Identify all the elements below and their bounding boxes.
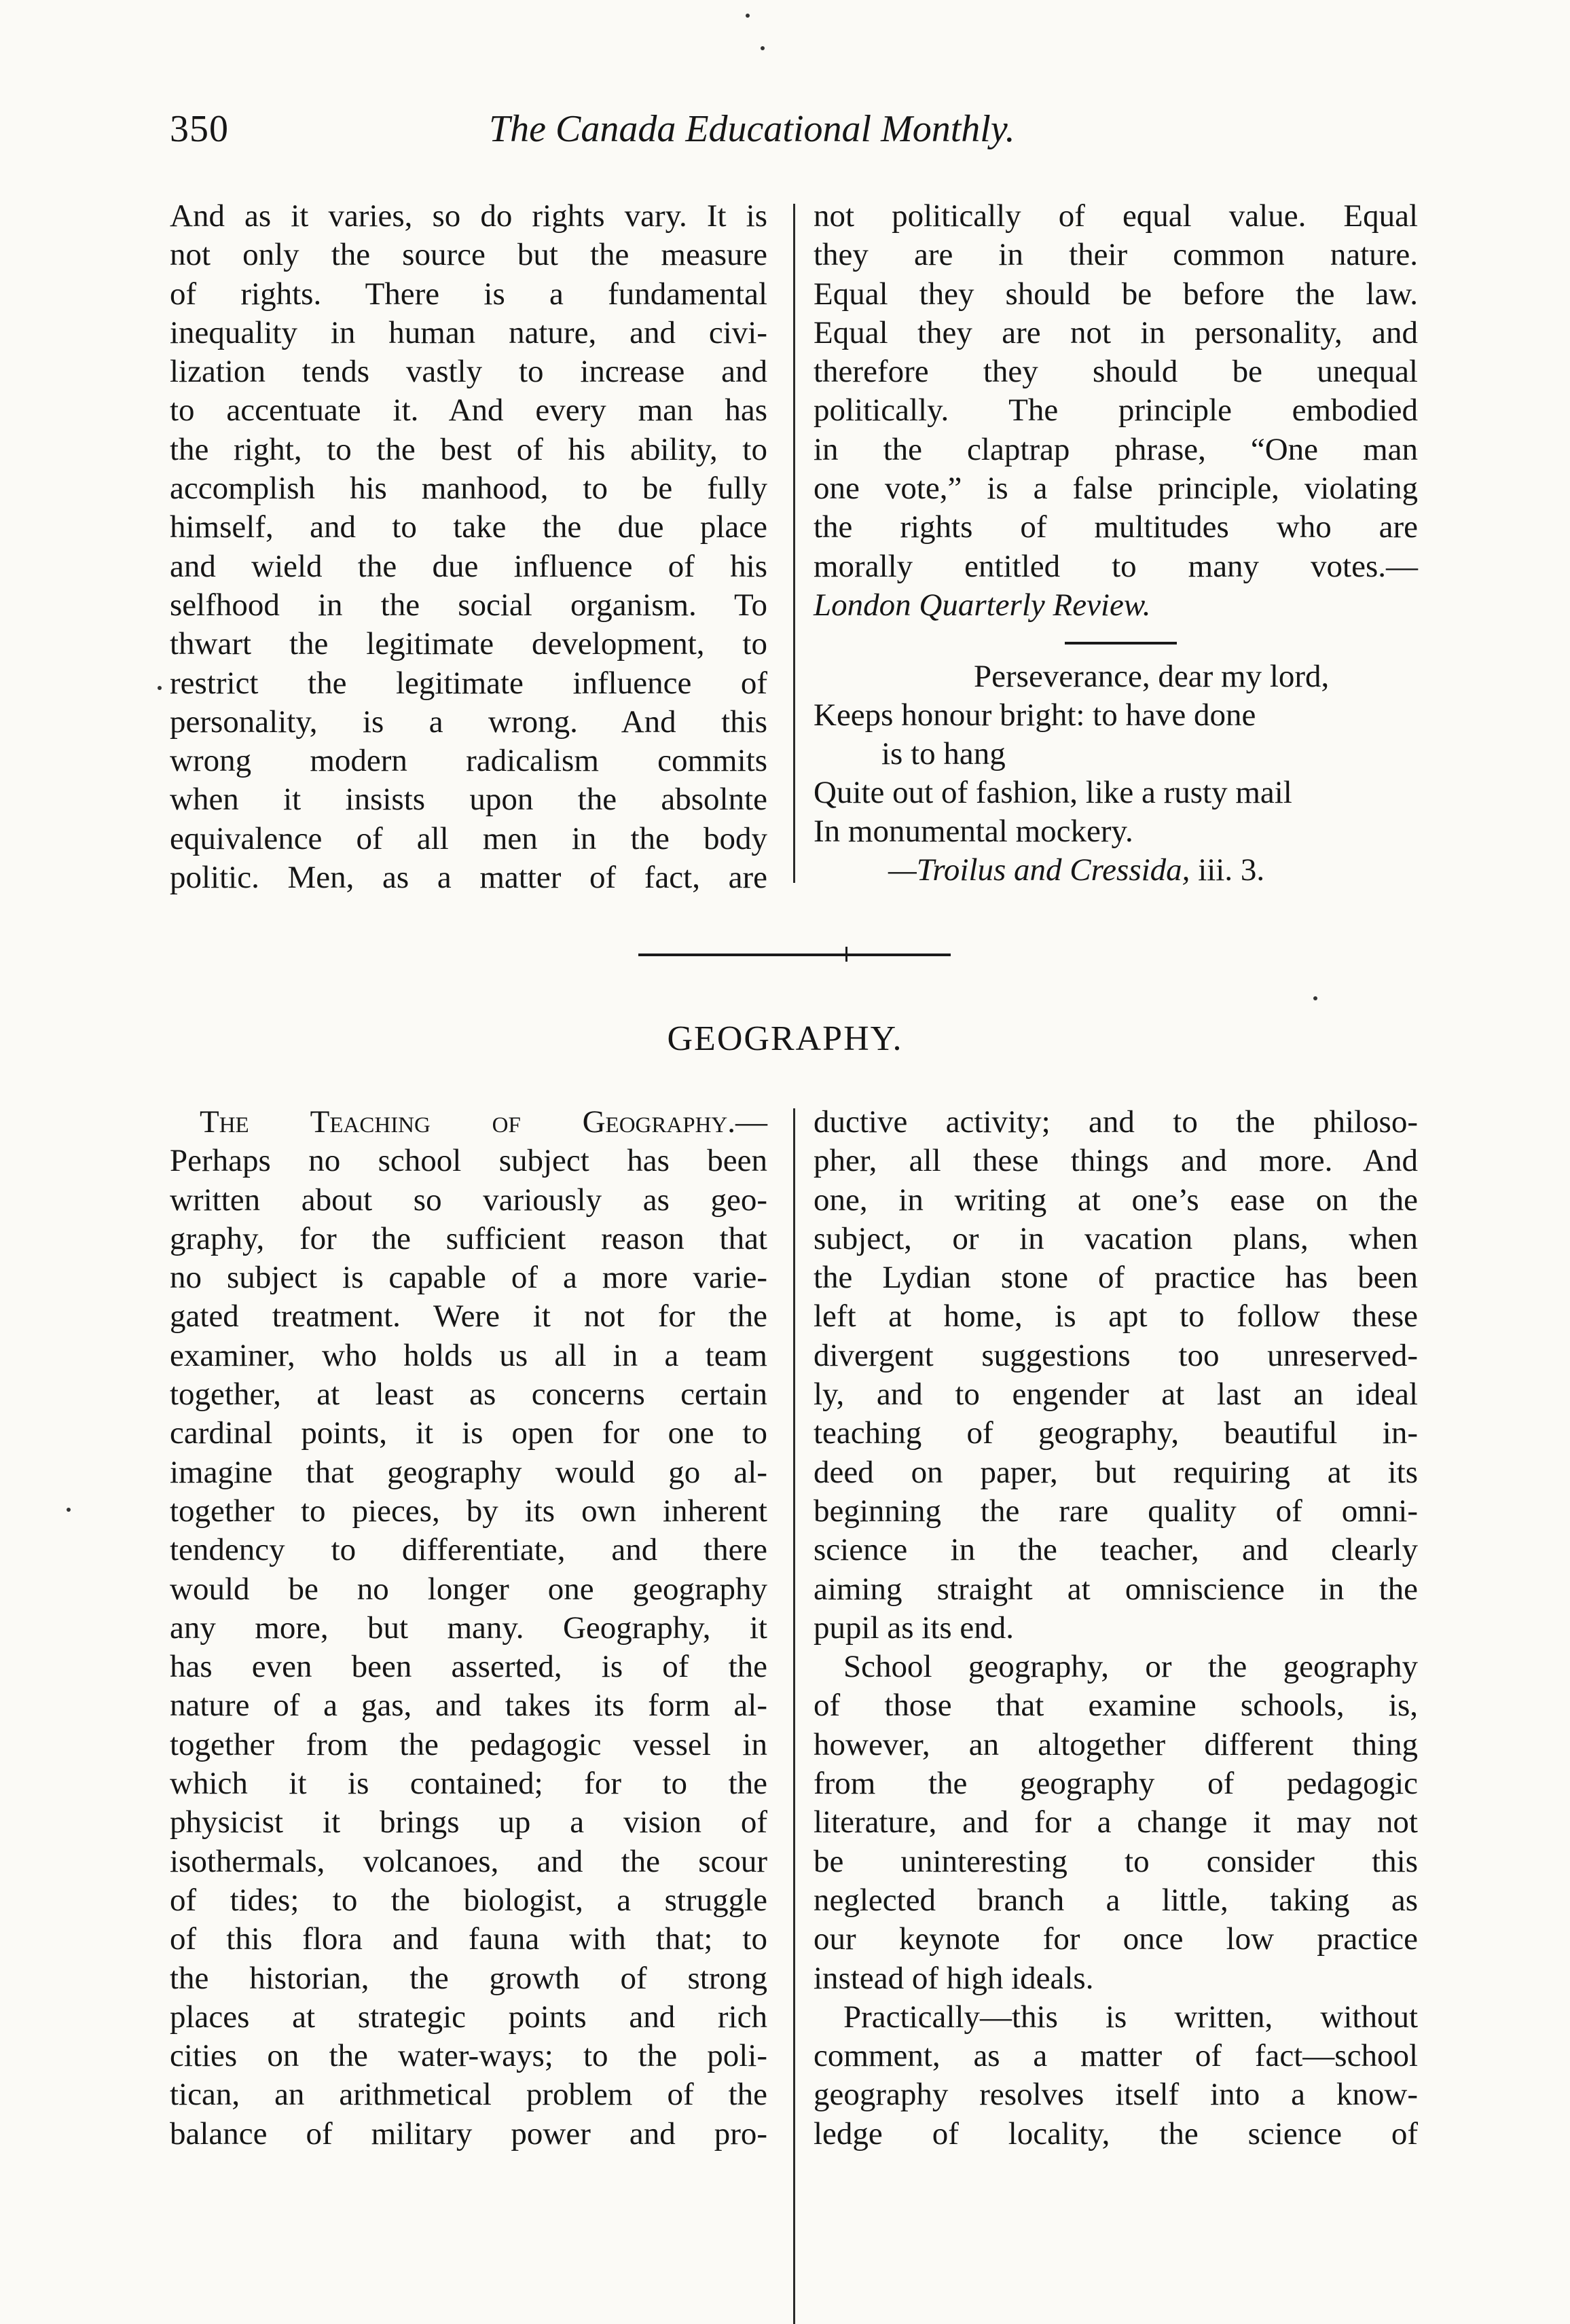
text-line: of those that examine schools, is, [814, 1688, 1418, 1724]
top-left-column [170, 197, 767, 897]
text-line: when it insists upon the absolnte [170, 782, 767, 818]
section-title: GEOGRAPHY. [667, 1019, 903, 1058]
text-line: and wield the due influence of his [170, 548, 767, 584]
text-line: And as it varies, so do rights vary. It is [170, 198, 767, 234]
text-line: Equal they should be before the law. [814, 276, 1418, 312]
text-line: the rights of multitudes who are [814, 509, 1418, 545]
poem-line: is to hang [881, 736, 1006, 771]
poem-citation-title: —Troilus and Cressida, [888, 852, 1190, 888]
text-line: the right, to the best of his ability, to [170, 431, 767, 467]
text-line: written about so variously as geo- [170, 1182, 767, 1218]
section-divider [638, 954, 951, 956]
text-line: be uninteresting to consider this [814, 1843, 1418, 1879]
text-line: science in the teacher, and clearly [814, 1532, 1418, 1568]
text-line: however, an altogether different thing [814, 1726, 1418, 1762]
text-line: Perhaps no school subject has been [170, 1143, 767, 1179]
text-line: literature, and for a change it may not [814, 1804, 1418, 1840]
column-divider [793, 204, 795, 883]
poem-line: Perseverance, dear my lord, [974, 659, 1330, 694]
top-right-column [814, 197, 1418, 625]
poem-quote [814, 657, 1418, 890]
text-line: would be no longer one geography [170, 1571, 767, 1607]
text-line: physicist it brings up a vision of [170, 1804, 767, 1840]
text-line: himself, and to take the due place [170, 509, 767, 545]
text-line: has even been asserted, is of the [170, 1649, 767, 1685]
text-line: any more, but many. Geography, it [170, 1610, 767, 1646]
article-left-column [170, 1103, 767, 2154]
text-line: equivalence of all men in the body [170, 820, 767, 856]
text-line: one, in writing at one’s ease on the [814, 1182, 1418, 1218]
text-line: pupil as its end. [814, 1610, 1015, 1646]
article-heading: The Teaching of Geography.— [200, 1104, 767, 1140]
text-line: together from the pedagogic vessel in [170, 1726, 767, 1762]
text-line: gated treatment. Were it not for the [170, 1299, 767, 1335]
text-line: together, at least as concerns certain [170, 1377, 767, 1413]
text-line: morally entitled to many votes.— [814, 548, 1418, 584]
print-speck [67, 1508, 71, 1512]
page-number: 350 [170, 108, 229, 150]
text-line: isothermals, volcanoes, and the scour [170, 1843, 767, 1879]
text-line: personality, is a wrong. And this [170, 704, 767, 740]
section-divider-ornament [845, 947, 847, 962]
poem-citation-ref: iii. 3. [1198, 852, 1265, 888]
text-line: cardinal points, it is open for one to [170, 1415, 767, 1451]
text-line: nature of a gas, and takes its form al- [170, 1688, 767, 1724]
text-line: ductive activity; and to the philoso- [814, 1104, 1418, 1140]
print-speck [746, 14, 750, 18]
text-line: no subject is capable of a more varie- [170, 1260, 767, 1296]
text-line: teaching of geography, beautiful in- [814, 1415, 1418, 1451]
text-line: together to pieces, by its own inherent [170, 1493, 767, 1529]
text-line: therefore they should be unequal [814, 354, 1418, 390]
text-line: not only the source but the measure [170, 237, 767, 273]
text-line: geography resolves itself into a know- [814, 2077, 1418, 2113]
article-right-column [814, 1103, 1418, 2154]
text-line: aiming straight at omniscience in the [814, 1571, 1418, 1607]
print-speck [1313, 996, 1317, 1000]
poem-line: Keeps honour bright: to have done [814, 697, 1256, 733]
print-speck [761, 46, 765, 50]
text-line: tican, an arithmetical problem of the [170, 2077, 767, 2113]
text-line: they are in their common nature. [814, 237, 1418, 273]
poem-line: In monumental mockery. [814, 814, 1133, 849]
poem-line: Quite out of fashion, like a rusty mail [814, 775, 1292, 810]
text-line: deed on paper, but requiring at its [814, 1454, 1418, 1490]
text-line: beginning the rare quality of omni- [814, 1493, 1418, 1529]
text-line: instead of high ideals. [814, 1960, 1094, 1996]
text-line: to accentuate it. And every man has [170, 393, 767, 429]
text-line: the Lydian stone of practice has been [814, 1260, 1418, 1296]
text-line: thwart the legitimate development, to [170, 626, 767, 662]
running-title: The Canada Educational Monthly. [489, 108, 1015, 150]
text-line: wrong modern radicalism commits [170, 743, 767, 779]
text-line: one vote,” is a false principle, violating [814, 471, 1418, 507]
text-line: places at strategic points and rich [170, 1999, 767, 2035]
text-line: from the geography of pedagogic [814, 1766, 1418, 1802]
print-speck [158, 686, 162, 690]
short-divider [1065, 642, 1177, 644]
text-line: of rights. There is a fundamental [170, 276, 767, 312]
text-line: in the claptrap phrase, “One man [814, 431, 1418, 467]
text-line: our keynote for once low practice [814, 1921, 1418, 1957]
text-line: balance of military power and pro- [170, 2116, 767, 2151]
text-line: left at home, is apt to follow these [814, 1299, 1418, 1335]
text-line: divergent suggestions too unreserved- [814, 1337, 1418, 1373]
text-line: imagine that geography would go al- [170, 1454, 767, 1490]
text-line: Equal they are not in personality, and [814, 314, 1418, 350]
poem-citation [814, 851, 1418, 890]
text-line: pher, all these things and more. And [814, 1143, 1418, 1179]
text-line: comment, as a matter of fact—school [814, 2038, 1418, 2074]
column-divider [793, 1108, 795, 2324]
page-header [170, 107, 1418, 162]
text-line: the historian, the growth of strong [170, 1960, 767, 1996]
text-line: Practically—this is written, without [843, 1999, 1418, 2035]
text-line: neglected branch a little, taking as [814, 1882, 1418, 1918]
text-line: selfhood in the social organism. To [170, 587, 767, 623]
text-line: not politically of equal value. Equal [814, 198, 1418, 234]
text-line: inequality in human nature, and civi- [170, 314, 767, 350]
text-line: School geography, or the geography [843, 1649, 1418, 1685]
source-citation: London Quarterly Review. [814, 587, 1151, 623]
text-line: ly, and to engender at last an ideal [814, 1377, 1418, 1413]
text-line: ledge of locality, the science of [814, 2116, 1418, 2151]
text-line: graphy, for the sufficient reason that [170, 1220, 767, 1256]
text-line: examiner, who holds us all in a team [170, 1337, 767, 1373]
text-line: subject, or in vacation plans, when [814, 1220, 1418, 1256]
text-line: restrict the legitimate influence of [170, 665, 767, 701]
text-line: politically. The principle embodied [814, 393, 1418, 429]
text-line: tendency to differentiate, and there [170, 1532, 767, 1568]
text-line: accomplish his manhood, to be fully [170, 471, 767, 507]
text-line: of tides; to the biologist, a struggle [170, 1882, 767, 1918]
text-line: politic. Men, as a matter of fact, are [170, 860, 767, 896]
text-line: which it is contained; for to the [170, 1766, 767, 1802]
text-line: cities on the water-ways; to the poli- [170, 2038, 767, 2074]
text-line: lization tends vastly to increase and [170, 354, 767, 390]
text-line: of this flora and fauna with that; to [170, 1921, 767, 1957]
